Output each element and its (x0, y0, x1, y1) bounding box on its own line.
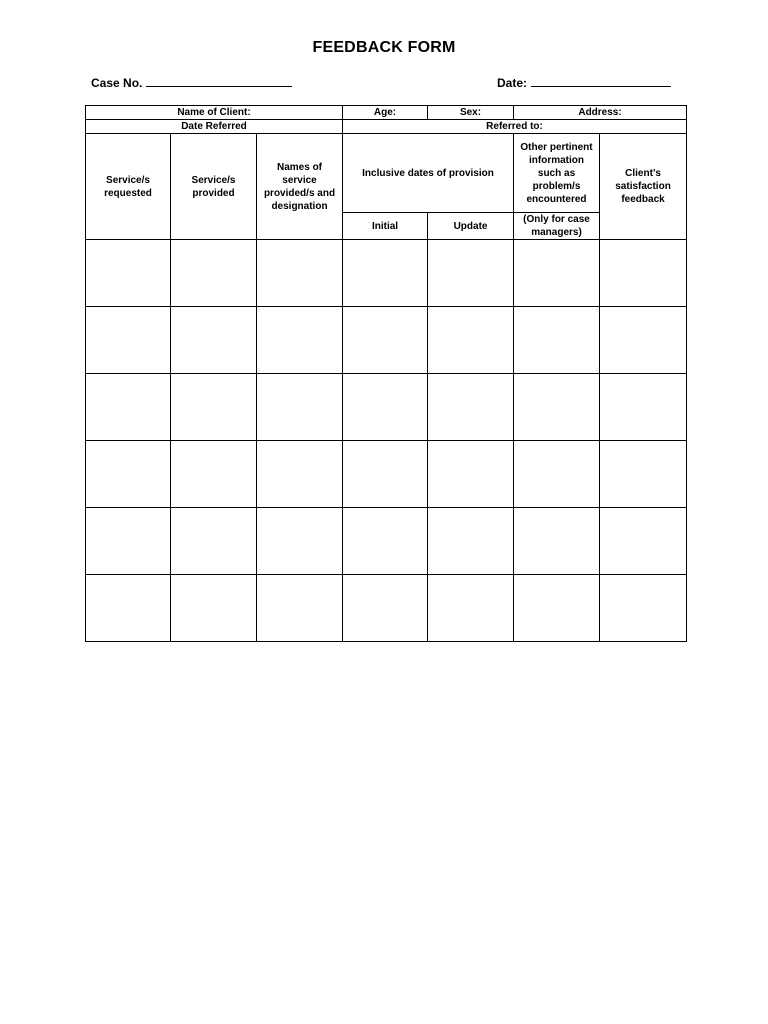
table-cell[interactable] (171, 307, 257, 374)
table-cell[interactable] (86, 575, 171, 642)
table-row (86, 441, 687, 508)
table-cell[interactable] (257, 307, 343, 374)
table-cell[interactable] (428, 307, 514, 374)
case-no-label: Case No. (91, 76, 143, 90)
table-cell[interactable] (86, 441, 171, 508)
table-cell[interactable] (514, 575, 600, 642)
table-cell[interactable] (514, 240, 600, 307)
case-no-field (91, 75, 292, 90)
table-cell[interactable] (343, 575, 428, 642)
date-field (497, 75, 671, 90)
age-cell[interactable]: Age: (343, 106, 428, 120)
table-cell[interactable] (171, 240, 257, 307)
table-cell[interactable] (514, 508, 600, 575)
table-cell[interactable] (514, 307, 600, 374)
table-cell[interactable] (257, 374, 343, 441)
header-satisfaction: Client’s satisfaction feedback (600, 134, 687, 240)
table-row (86, 240, 687, 307)
date-referred-cell[interactable]: Date Referred (86, 120, 343, 134)
table-cell[interactable] (257, 508, 343, 575)
table-cell[interactable] (171, 575, 257, 642)
table-cell[interactable] (257, 240, 343, 307)
header-initial: Initial (343, 213, 428, 240)
table-cell[interactable] (171, 441, 257, 508)
date-input-line[interactable] (531, 75, 671, 87)
table-cell[interactable] (600, 307, 687, 374)
table-cell[interactable] (600, 374, 687, 441)
header-only-case-managers: (Only for case managers) (514, 213, 600, 240)
case-no-input-line[interactable] (146, 75, 292, 87)
header-names-of-service: Names of service provided/s and designation (257, 134, 343, 240)
table-cell[interactable] (600, 508, 687, 575)
feedback-table (85, 105, 687, 642)
table-cell[interactable] (343, 508, 428, 575)
table-row (86, 307, 687, 374)
table-row (86, 508, 687, 575)
table-cell[interactable] (343, 240, 428, 307)
table-cell[interactable] (428, 441, 514, 508)
table-cell[interactable] (428, 240, 514, 307)
table-cell[interactable] (257, 441, 343, 508)
table-cell[interactable] (428, 575, 514, 642)
page-title: FEEDBACK FORM (312, 39, 456, 56)
date-label: Date: (497, 76, 528, 90)
table-cell[interactable] (86, 240, 171, 307)
table-cell[interactable] (428, 374, 514, 441)
table-cell[interactable] (171, 374, 257, 441)
table-row (86, 575, 687, 642)
table-cell[interactable] (171, 508, 257, 575)
header-update: Update (428, 213, 514, 240)
header-inclusive-dates: Inclusive dates of provision (343, 134, 514, 213)
table-cell[interactable] (343, 374, 428, 441)
table-cell[interactable] (514, 441, 600, 508)
table-cell[interactable] (428, 508, 514, 575)
sex-cell[interactable]: Sex: (428, 106, 514, 120)
name-of-client-cell[interactable]: Name of Client: (86, 106, 343, 120)
table-cell[interactable] (600, 575, 687, 642)
header-other-info: Other pertinent information such as problem/s encountered (514, 134, 600, 213)
table-row (86, 374, 687, 441)
table-cell[interactable] (86, 374, 171, 441)
table-cell[interactable] (514, 374, 600, 441)
table-cell[interactable] (257, 575, 343, 642)
header-services-provided: Service/s provided (171, 134, 257, 240)
table-cell[interactable] (343, 441, 428, 508)
table-cell[interactable] (600, 240, 687, 307)
address-cell[interactable]: Address: (514, 106, 687, 120)
table-cell[interactable] (343, 307, 428, 374)
referred-to-cell[interactable]: Referred to: (343, 120, 687, 134)
table-cell[interactable] (86, 508, 171, 575)
header-services-requested: Service/s requested (86, 134, 171, 240)
table-cell[interactable] (86, 307, 171, 374)
table-cell[interactable] (600, 441, 687, 508)
